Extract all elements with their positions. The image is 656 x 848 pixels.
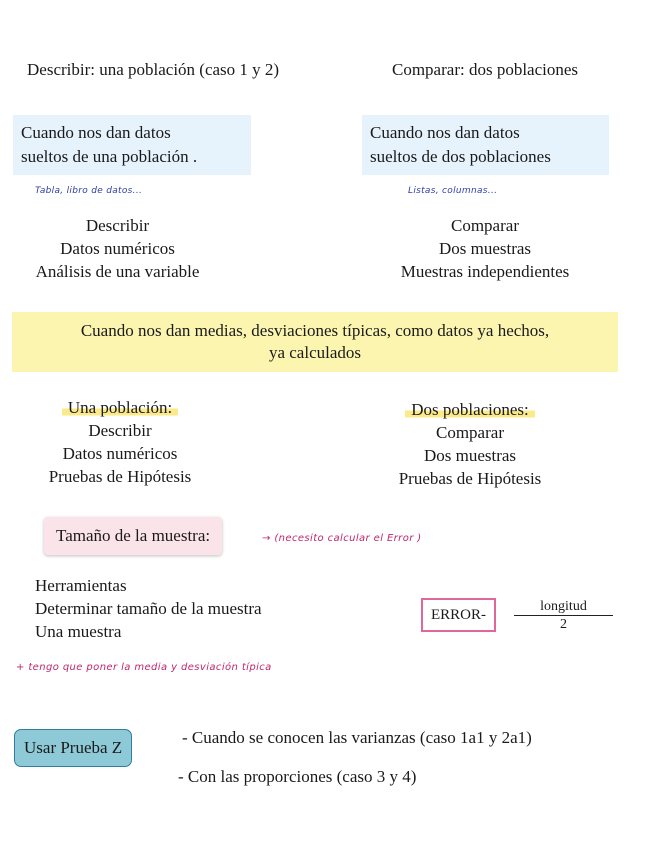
box-line: Cuando nos dan datos [370,123,520,142]
one-population-steps [15,396,225,488]
box-line: ya calculados [268,343,362,362]
box-line: Cuando nos dan datos [21,123,171,142]
step: Análisis de una variable [35,262,200,281]
one-population-box [13,115,251,175]
sample-size-label: Tamaño de la muestra: [44,517,222,555]
tools-item: Determinar tamaño de la muestra [35,599,262,618]
step: Comparar [451,216,519,235]
step: Comparar [436,423,504,442]
handwritten-note-error: → (necesito calcular el Error ) [262,533,422,544]
step: Pruebas de Hipótesis [48,467,192,486]
use-z-test-button[interactable]: Usar Prueba Z [14,729,132,767]
compare-steps [374,214,596,283]
z-case-1: - Cuando se conocen las varianzas (caso 1a1 y 2a1) [182,728,532,747]
step: Dos muestras [423,446,517,465]
step: Describir [85,216,150,235]
step: Pruebas de Hipótesis [398,469,542,488]
handwritten-note-left: Tabla, libro de datos... [35,186,143,196]
heading-describe: Describir: una población (caso 1 y 2) [27,60,280,79]
step: Datos numéricos [62,444,178,463]
tools-item: Herramientas [35,576,127,595]
step: Dos muestras [438,239,532,258]
fraction [514,598,613,633]
box-line: sueltos de una población . [21,147,198,166]
calculated-data-box [12,312,618,372]
z-case-2: - Con las proporciones (caso 3 y 4) [178,767,417,786]
tools-item: Una muestra [35,622,122,641]
tools-list [35,574,262,643]
one-population-title: Una población: [62,398,178,417]
error-box: ERROR- [421,598,496,632]
two-populations-box [362,115,609,175]
box-line: Cuando nos dan medias, desviaciones típicas, como datos ya hechos, [80,321,550,340]
handwritten-footnote: + tengo que poner la media y desviación típica [16,662,272,673]
two-populations-title: Dos poblaciones: [405,400,535,419]
two-populations-steps [372,398,568,490]
handwritten-note-right: Listas, columnas... [408,186,498,196]
fraction-numerator: longitud [514,598,613,616]
heading-compare: Comparar: dos poblaciones [392,60,579,79]
step: Muestras independientes [400,262,570,281]
describe-steps [10,214,225,283]
box-line: sueltos de dos poblaciones [370,147,551,166]
fraction-denominator: 2 [560,617,567,632]
step: Datos numéricos [60,239,175,258]
step: Describir [88,421,152,440]
